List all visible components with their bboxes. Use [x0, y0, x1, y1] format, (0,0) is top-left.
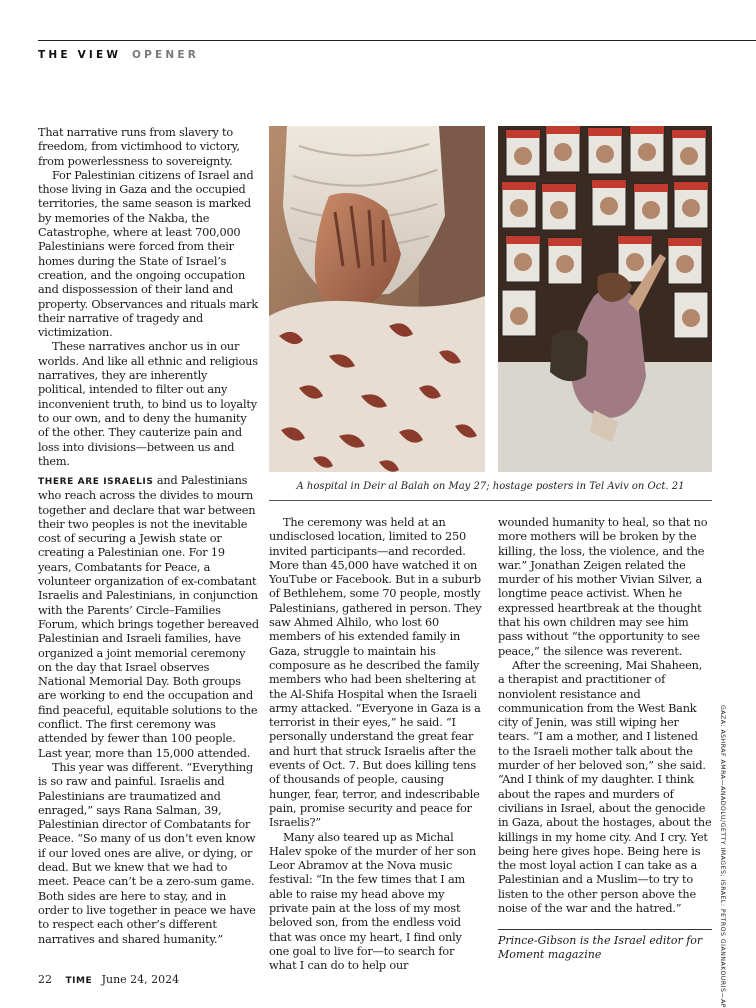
- paragraph: The ceremony was held at an undisclosed location, limited to 250 invited participants—and recorded. More than 45,000 have watched it on YouTube or Facebook. But in a suburb of Bethlehem, some 70 people, mostly Palestinians, gathered in person. They saw Ahmed Alhilo, who lost 60 members of his extended family in Gaza, struggle to maintain his composure as he described the family members who had been sheltering at the Al-Shifa Hospital when the Israeli army attacked. “Everyone in Gaza is a terrorist in their eyes,” he said. “I personally understand the great fear and hurt that struck Israelis after the events of Oct. 7. But does killing tens of thousands of people, causing hunger, fear, terror, and indescribable pain, promise security and peace for Israelis?”: [269, 516, 482, 830]
- photo-credit: GAZA: ASHRAF AMRA—ANADOLU/GETTY IMAGES; ISRAEL: PETROS GIANNAKOURIS—AP: [719, 705, 726, 1008]
- section-title: THE VIEW: [38, 49, 122, 61]
- issue-date: June 24, 2024: [101, 973, 180, 986]
- hospital-photo-image: [269, 126, 485, 472]
- caption-rule: [269, 500, 712, 501]
- column-1-upper: [38, 126, 258, 469]
- paragraph-text: and Palestinians who reach across the divides to mourn together and declare that war between their two peoples is not the inevitable cost of securing a Jewish state or creating a Palestinian one. For 19 years, Combatants for Peace, a volunteer organization of ex-combatant Israelis and Palestinians, in conjunction with the Parents’ Circle–Families Forum, which brings together bereaved Palestinian and Israeli families, have organized a joint memorial ceremony on the day that Israel observes National Memorial Day. Both groups are working to end the occupation and find peaceful, equitable solutions to the conflict. The first ceremony was attended by fewer than 100 people. Last year, more than 15,000 attended.: [38, 474, 259, 760]
- paragraph: These narratives anchor us in our worlds. And like all ethnic and religious narratives, they are inherently political, intended to filter out any inconvenient truth, to bind us to loyalty to our own, and to deny the humanity of the other. They cauterize pain and loss into divisions—between us and them.: [38, 340, 258, 468]
- paragraph: For Palestinian citizens of Israel and those living in Gaza and the occupied territories, the same season is marked by memories of the Nakba, the Catastrophe, where at least 700,000 Palestinians were forced from their homes during the State of Israel’s creation, and the ongoing occupation and dispossession of their land and property. Observances and rituals mark their narrative of tragedy and victimization.: [38, 168, 259, 340]
- paragraph: That narrative runs from slavery to freedom, from victimhood to victory, from powerlessness to sovereignty.: [38, 126, 240, 168]
- author-signoff: Prince-Gibson is the Israel editor for Moment magazine: [498, 934, 703, 962]
- column-1-lower: [38, 474, 259, 947]
- hospital-photo: [269, 126, 485, 472]
- column-3: [498, 516, 712, 916]
- paragraph: wounded humanity to heal, so that no more mothers will be broken by the killing, the loss, the violence, and the war.” Jonathan Zeigen related the murder of his mother Vivian Silver, a longtime peace activist. When he expressed heartbreak at the thought that his own children may see him pass without “the opportunity to see peace,” the silence was reverent.: [498, 516, 708, 658]
- photo-caption: A hospital in Deir al Balah on May 27; hostage posters in Tel Aviv on Oct. 21: [296, 481, 685, 492]
- magazine-name: TIME: [65, 976, 93, 986]
- lead-in: THERE ARE ISRAELIS: [38, 477, 154, 487]
- paragraph: After the screening, Mai Shaheen, a therapist and practitioner of nonviolent resistance and communication from the West Bank city of Jenin, was still wiping her tears. “I am a mother, and I listened to the Israeli mother talk about the murder of her beloved son,” she said. “And I think of my daughter. I think about the rapes and murders of civilians in Israel, about the genocide in Gaza, about the hostages, about the killings in my home city. And I cry. Yet being here gives hope. Being here is the most loyal action I can take as a Palestinian and a Muslim—to try to listen to the other person above the noise of the war and the hatred.”: [498, 658, 712, 916]
- hostage-posters-photo: [498, 126, 712, 472]
- column-2: [269, 516, 482, 974]
- subsection-title: OPENER: [132, 49, 200, 61]
- section-header: [38, 49, 199, 61]
- page-number: 22: [38, 973, 52, 986]
- top-rule: [38, 40, 756, 41]
- signoff-rule: [498, 929, 712, 930]
- hostage-posters-photo-image: [498, 126, 712, 472]
- paragraph: [38, 474, 259, 761]
- paragraph: Many also teared up as Michal Halev spoke of the murder of her son Leor Abramov at the Nova music festival: “In the few times that I am able to raise my head above my private pain at the loss of my most beloved son, from the endless void that was once my heart, I find only one goal to live for—to search for what I can do to help our: [269, 830, 476, 973]
- paragraph: This year was different. “Everything is so raw and painful. Israelis and Palestinians are traumatized and enraged,” says Rana Salman, 39, Palestinian director of Combatants for Peace. “So many of us don’t even know if our loved ones are alive, or dying, or dead. But we knew that we had to meet. Peace can’t be a zero-sum game. Both sides are here to stay, and in order to live together in peace we have to respect each other’s different narratives and shared humanity.”: [38, 760, 256, 946]
- page-footer: [38, 973, 179, 986]
